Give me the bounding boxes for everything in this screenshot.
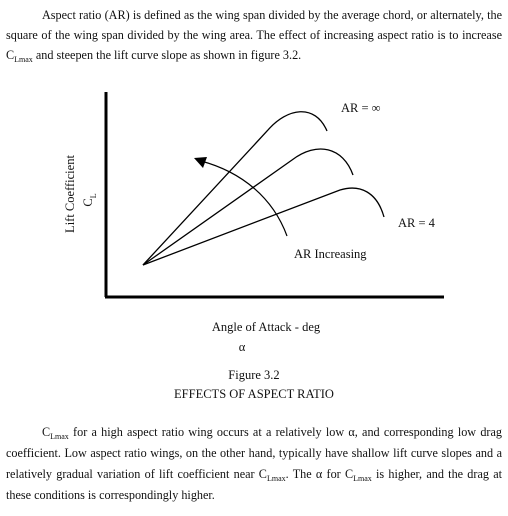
y-axis-label: Lift Coefficient [63,155,77,233]
lift-curve-ar-infinite [143,112,327,265]
cl-max-subscript: Lmax [14,55,33,64]
lift-curve-figure [0,75,508,405]
label-ar-4: AR = 4 [398,216,435,230]
intro-text-b: and steepen the lift curve slope as shown in figure 3.2. [32,48,302,62]
closing-text-2: for a high aspect ratio wing occurs at a relatively low α, and corresponding low drag coefficient. Low aspect ratio wings, on the other hand, typically have shallow lift curve slopes and a relatively gradual variation of lift coefficient near C [6,425,502,481]
closing-text-4: is higher, and the drag at these conditions is correspondingly higher. [6,467,503,502]
closing-text-1: C [42,425,51,439]
closing-paragraph [6,422,502,506]
cl-max-subscript: Lmax [353,474,372,483]
figure-title: EFFECTS OF ASPECT RATIO [174,387,334,401]
closing-text-3: . The α for C [285,467,354,481]
label-ar-infinity: AR = ∞ [341,101,381,115]
x-axis-label: Angle of Attack - deg [211,320,321,334]
label-ar-increasing: AR Increasing [294,247,367,261]
intro-text-a: Aspect ratio (AR) is defined as the wing span divided by the average chord, or alternately, the square of the wing span divided by the wing area. The effect of increasing aspect ratio is to increase C [6,8,502,62]
cl-max-subscript: Lmax [50,432,69,441]
cl-max-subscript: Lmax [266,474,286,483]
figure-number: Figure 3.2 [228,368,280,382]
y-axis-symbol: $C_L$ [81,193,98,207]
intro-paragraph [6,5,502,65]
x-axis-symbol: α [238,340,246,354]
